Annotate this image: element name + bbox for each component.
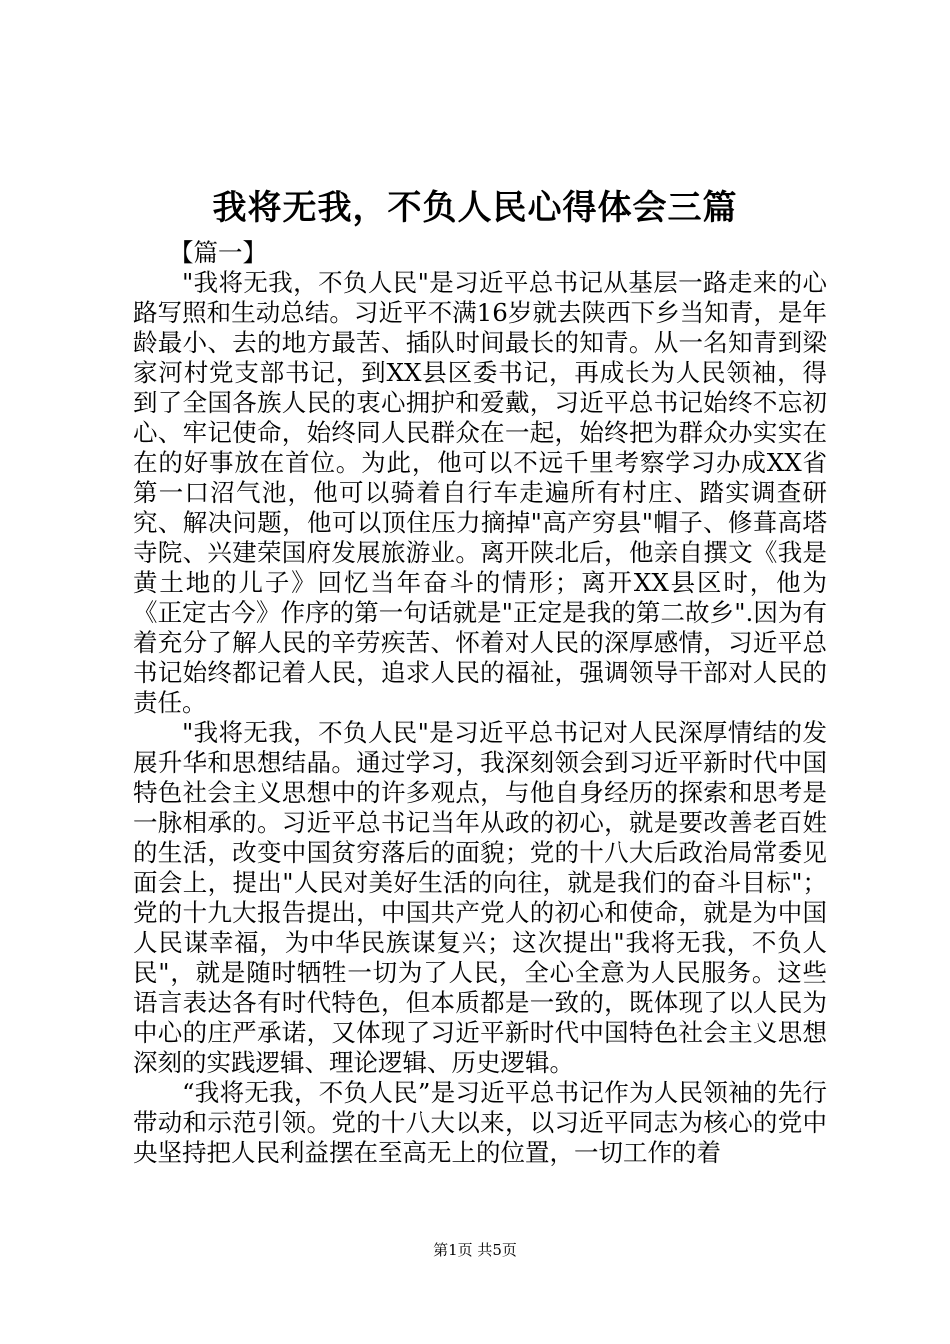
paragraph-3: “我将无我，不负人民”是习近平总书记作为人民领袖的先行带动和示范引领。党的十八大以来，以习近平同志为核心的党中央坚持把人民利益摆在至高无上的位置，一切工作的着 [133, 1078, 827, 1167]
paragraph-2: "我将无我，不负人民"是习近平总书记对人民深厚情结的发展升华和思想结晶。通过学习，我深刻领会到习近平新时代中国特色社会主义思想中的许多观点，与他自身经历的探索和思考是一脉相承的。习近平总书记当年从政的初心，就是要改善老百姓的生活，改变中国贫穷落后的面貌；党的十八大后政治局常委见面会上，提出"人民对美好生活的向往，就是我们的奋斗目标"；党的十九大报告提出，中国共产党人的初心和使命，就是为中国人民谋幸福，为中华民族谋复兴；这次提出"我将无我，不负人民"，就是随时牺牲一切为了人民，全心全意为人民服务。这些语言表达各有时代特色，但本质都是一致的，既体现了以人民为中心的庄严承诺，又体现了习近平新时代中国特色社会主义思想深刻的实践逻辑、理论逻辑、历史逻辑。 [133, 718, 827, 1077]
section-label: 【篇一】 [169, 238, 267, 267]
document-title: 我将无我，不负人民心得体会三篇 [212, 188, 738, 228]
paragraph-1: "我将无我，不负人民"是习近平总书记从基层一路走来的心路写照和生动总结。习近平不满16岁就去陕西下乡当知青，是年龄最小、去的地方最苦、插队时间最长的知青。从一名知青到梁家河村党支部书记，到XX县区委书记，再成长为人民领袖，得到了全国各族人民的衷心拥护和爱戴，习近平总书记始终不忘初心、牢记使命，始终同人民群众在一起，始终把为群众办实实在在的好事放在首位。为此，他可以不远千里考察学习办成XX省第一口沼气池，他可以骑着自行车走遍所有村庄、踏实调查研究、解决问题，他可以顶住压力摘掉"高产穷县"帽子、修葺高塔寺院、兴建荣国府发展旅游业。离开陕北后，他亲自撰文《我是黄土地的儿子》回忆当年奋斗的情形；离开XX县区时，他为《正定古今》作序的第一句话就是"正定是我的第二故乡".因为有着充分了解人民的辛劳疾苦、怀着对人民的深厚感情，习近平总书记始终都记着人民，追求人民的福祉，强调领导干部对人民的责任。 [133, 268, 827, 717]
page-number-footer: 第1页 共5页 [433, 1241, 517, 1259]
document-body [133, 238, 827, 1168]
